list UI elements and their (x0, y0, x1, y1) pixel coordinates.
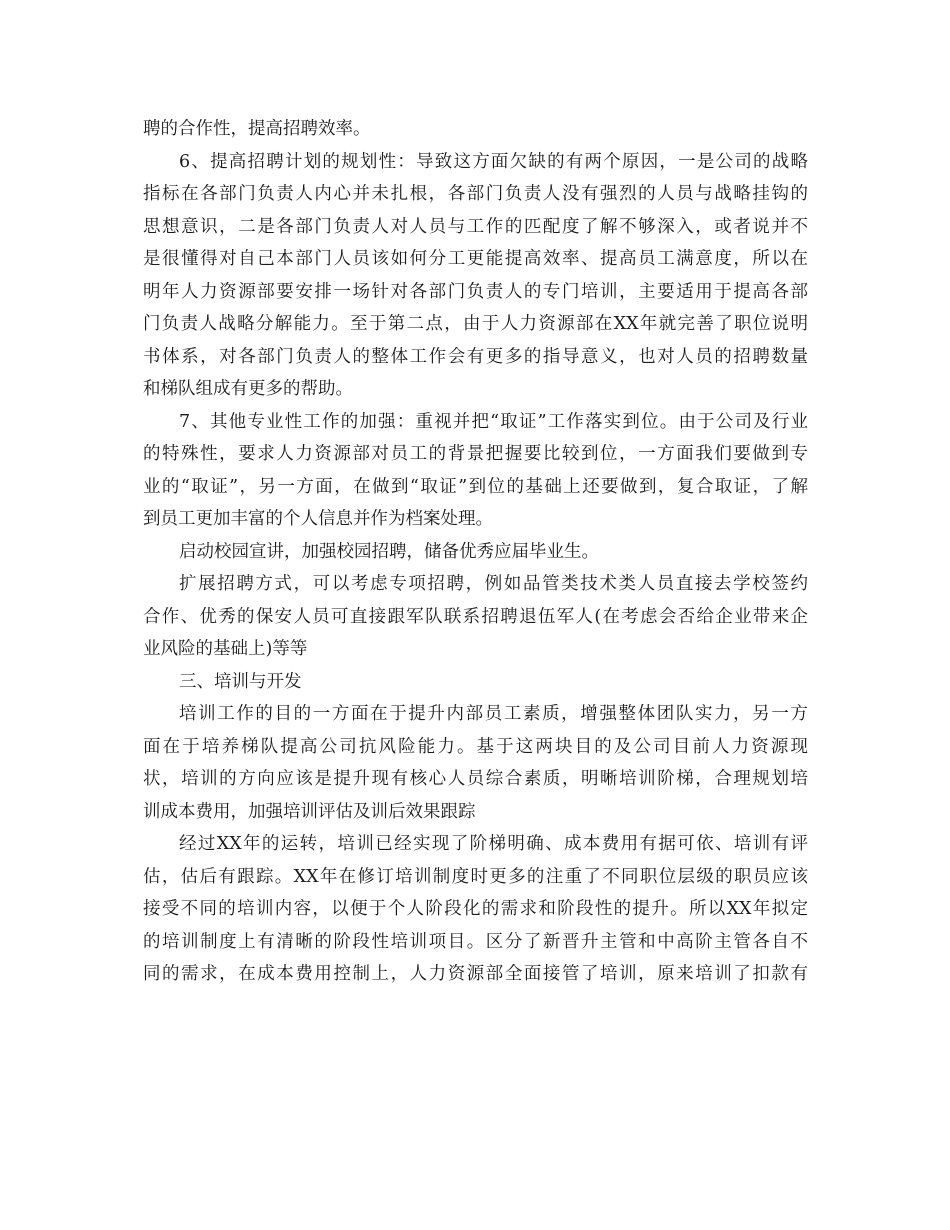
paragraph-line: 扩展招聘方式，可以考虑专项招聘，例如品管类技术类人员直接去学校签约 (179, 574, 808, 594)
paragraph-line: 思想意识，二是各部门负责人对人员与工作的匹配度了解不够深入，或者说并不 (143, 216, 808, 237)
paragraph-line: 是很懂得对自己本部门人员该如何分工更能提高效率、提高员工满意度，所以在 (143, 249, 808, 269)
paragraph-line: 门负责人战略分解能力。至于第二点，由于人力资源部在XX年就完善了职位说明 (143, 314, 808, 334)
paragraph-line: 合作、优秀的保安人员可直接跟军队联系招聘退伍军人(在考虑会否给企业带来企 (143, 606, 808, 627)
paragraph-line: 的培训制度上有清晰的阶段性培训项目。区分了新晋升主管和中高阶主管各自不 (143, 931, 808, 952)
paragraph-line: 经过XX年的运转，培训已经实现了阶梯明确、成本费用有据可依、培训有评 (179, 834, 808, 854)
paragraph-line: 6、提高招聘计划的规划性：导致这方面欠缺的有两个原因，一是公司的战略 (179, 151, 808, 172)
paragraph-line: 明年人力资源部要安排一场针对各部门负责人的专门培训，主要适用于提高各部 (143, 281, 808, 302)
paragraph-line: 聘的合作性，提高招聘效率。 (143, 119, 371, 139)
paragraph-line: 到员工更加丰富的个人信息并作为档案处理。 (143, 509, 493, 529)
paragraph-line: 书体系，对各部门负责人的整体工作会有更多的指导意义，也对人员的招聘数量 (143, 346, 808, 367)
paragraph-line: 面在于培养梯队提高公司抗风险能力。基于这两块目的及公司目前人力资源现 (143, 736, 808, 757)
paragraph-line: 指标在各部门负责人内心并未扎根，各部门负责人没有强烈的人员与战略挂钩的 (143, 184, 808, 204)
paragraph-line: 业风险的基础上)等等 (143, 639, 308, 659)
paragraph-line: 业的“取证”，另一方面，在做到“取证”到位的基础上还要做到，复合取证，了解 (143, 476, 808, 497)
paragraph-line: 状，培训的方向应该是提升现有核心人员综合素质，明晰培训阶梯，合理规划培 (143, 769, 808, 789)
document-body (143, 113, 808, 991)
paragraph-line: 训成本费用，加强培训评估及训后效果跟踪 (143, 801, 476, 822)
paragraph-line: 接受不同的培训内容，以便于个人阶段化的需求和阶段性的提升。所以XX年拟定 (143, 899, 808, 919)
paragraph-line: 和梯队组成有更多的帮助。 (143, 379, 353, 399)
paragraph-line: 启动校园宣讲，加强校园招聘，储备优秀应届毕业生。 (179, 541, 599, 562)
paragraph-line: 培训工作的目的一方面在于提升内部员工素质，增强整体团队实力，另一方 (179, 704, 808, 724)
paragraph-line: 7、其他专业性工作的加强：重视并把“取证”工作落实到位。由于公司及行业 (179, 411, 808, 432)
paragraph-line: 估，估后有跟踪。XX年在修订培训制度时更多的注重了不同职位层级的职员应该 (143, 866, 808, 887)
paragraph-line: 三、培训与开发 (179, 671, 302, 692)
paragraph-line: 的特殊性，要求人力资源部对员工的背景把握要比较到位，一方面我们要做到专 (143, 444, 808, 464)
paragraph-line: 同的需求，在成本费用控制上，人力资源部全面接管了培训，原来培训了扣款有 (143, 964, 808, 984)
